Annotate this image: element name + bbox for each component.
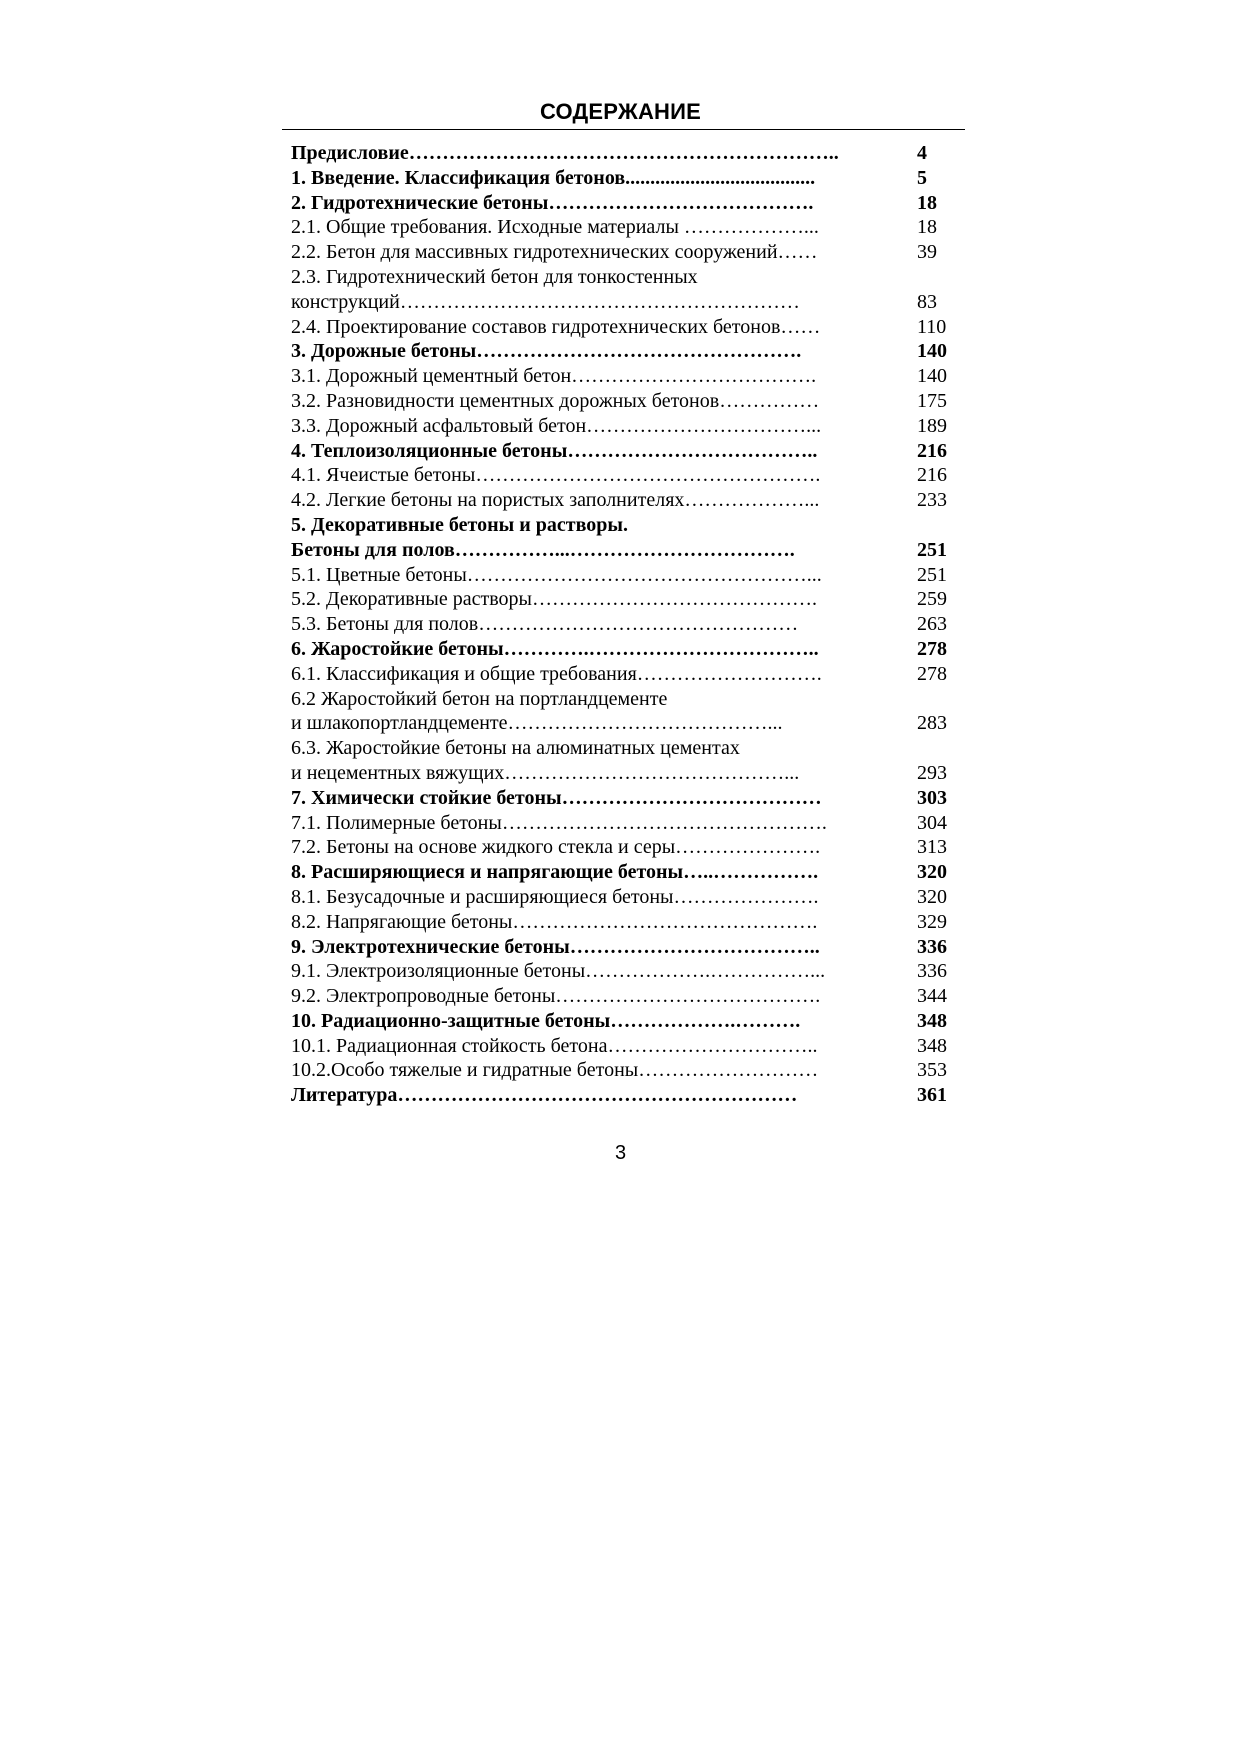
toc-entry-title: и шлакопортландцементе…………………………………... bbox=[291, 712, 783, 735]
toc-chapter-entry bbox=[291, 637, 951, 662]
toc-entry-title: 3.3. Дорожный асфальтовый бетон……………………………... bbox=[291, 414, 822, 437]
toc-entry-title: 5.3. Бетоны для полов………………………………………… bbox=[291, 613, 799, 636]
toc-entry-page: 263 bbox=[917, 613, 947, 636]
toc-section-entry bbox=[291, 984, 951, 1009]
toc-entry-title: 3.2. Разновидности цементных дорожных бетонов…………… bbox=[291, 389, 820, 412]
toc-entry-title: 2.3. Гидротехнический бетон для тонкостенных bbox=[291, 265, 698, 288]
toc-entry-title: Бетоны для полов……………...……………………………. bbox=[291, 538, 795, 561]
toc-section-entry bbox=[291, 364, 951, 389]
toc-entry-title: 10.1. Радиационная стойкость бетона………………………….. bbox=[291, 1034, 818, 1057]
toc-entry-page: 303 bbox=[917, 786, 947, 809]
toc-entry-title: Литература…………………………………………………… bbox=[291, 1084, 798, 1107]
toc-entry-title: 2. Гидротехнические бетоны…………………………………. bbox=[291, 191, 814, 214]
toc-entry-page: 110 bbox=[917, 315, 947, 338]
toc-entry-page: 293 bbox=[917, 761, 947, 784]
toc-entry-title: 6.2 Жаростойкий бетон на портландцементе bbox=[291, 687, 668, 710]
toc-entry-page: 140 bbox=[917, 365, 947, 388]
toc-chapter-entry bbox=[291, 339, 951, 364]
toc-entry-page: 83 bbox=[917, 290, 937, 313]
toc-chapter-entry bbox=[291, 860, 951, 885]
toc-entry-page: 233 bbox=[917, 489, 947, 512]
toc-section-entry bbox=[291, 736, 951, 761]
toc-section-entry bbox=[291, 1034, 951, 1059]
toc-section-entry bbox=[291, 488, 951, 513]
toc-entry-title: 8. Расширяющиеся и напрягающие бетоны…..……………. bbox=[291, 861, 819, 884]
toc-entry-page: 4 bbox=[917, 142, 927, 164]
toc-entry-page: 175 bbox=[917, 389, 947, 412]
toc-entry-title: 3.1. Дорожный цементный бетон………………………………. bbox=[291, 365, 817, 388]
toc-entry-page: 216 bbox=[917, 439, 947, 462]
toc-entry-page: 5 bbox=[917, 166, 927, 189]
toc-chapter-entry bbox=[291, 1083, 951, 1108]
toc-entry-page: 278 bbox=[917, 637, 947, 660]
table-of-contents bbox=[291, 141, 951, 1108]
toc-entry-page: 348 bbox=[917, 1009, 947, 1032]
toc-section-entry bbox=[291, 290, 951, 315]
toc-entry-title: 1. Введение. Классификация бетонов...................................... bbox=[291, 166, 816, 189]
toc-section-entry bbox=[291, 687, 951, 712]
page-title: СОДЕРЖАНИЕ bbox=[539, 99, 702, 124]
toc-entry-page: 344 bbox=[917, 985, 947, 1008]
toc-section-entry bbox=[291, 463, 951, 488]
toc-entry-title: 9.2. Электропроводные бетоны…………………………………. bbox=[291, 985, 821, 1008]
toc-entry-title: 8.2. Напрягающие бетоны………………………………………. bbox=[291, 910, 818, 933]
toc-entry-title: 2.2. Бетон для массивных гидротехнических сооружений…… bbox=[291, 241, 818, 264]
toc-entry-page: 251 bbox=[917, 538, 947, 561]
toc-section-entry bbox=[291, 315, 951, 340]
toc-entry-page: 216 bbox=[917, 464, 947, 487]
toc-entry-page: 336 bbox=[917, 935, 947, 958]
toc-section-entry bbox=[291, 563, 951, 588]
toc-entry-title: 4.1. Ячеистые бетоны……………………………………………. bbox=[291, 464, 821, 487]
toc-chapter-entry bbox=[291, 786, 951, 811]
toc-entry-page: 283 bbox=[917, 712, 947, 735]
title-underline bbox=[282, 129, 965, 130]
toc-chapter-entry bbox=[291, 538, 951, 563]
toc-entry-title: 7.2. Бетоны на основе жидкого стекла и серы…………………. bbox=[291, 836, 821, 859]
page-number: 3 bbox=[614, 1142, 627, 1164]
toc-entry-title: 7.1. Полимерные бетоны…………………………………………. bbox=[291, 811, 827, 834]
toc-chapter-entry bbox=[291, 191, 951, 216]
toc-section-entry bbox=[291, 587, 951, 612]
toc-entry-title: 5.1. Цветные бетоны……………………………………………... bbox=[291, 563, 822, 586]
toc-chapter-entry bbox=[291, 141, 951, 166]
toc-section-entry bbox=[291, 389, 951, 414]
toc-entry-page: 140 bbox=[917, 340, 947, 363]
toc-section-entry bbox=[291, 885, 951, 910]
toc-entry-page: 336 bbox=[917, 960, 947, 983]
toc-section-entry bbox=[291, 414, 951, 439]
toc-entry-title: 8.1. Безусадочные и расширяющиеся бетоны…………………. bbox=[291, 885, 819, 908]
toc-entry-page: 304 bbox=[917, 811, 947, 834]
toc-entry-title: 9. Электротехнические бетоны……………………………….. bbox=[291, 935, 820, 958]
toc-section-entry bbox=[291, 662, 951, 687]
toc-chapter-entry bbox=[291, 513, 951, 538]
toc-chapter-entry bbox=[291, 1009, 951, 1034]
toc-entry-title: 2.4. Проектирование составов гидротехнических бетонов…… bbox=[291, 315, 821, 338]
toc-section-entry bbox=[291, 265, 951, 290]
toc-entry-page: 320 bbox=[917, 861, 947, 884]
toc-section-entry bbox=[291, 835, 951, 860]
toc-entry-page: 361 bbox=[917, 1084, 947, 1107]
toc-entry-title: Предисловие……………………………………………………….. bbox=[291, 142, 839, 164]
toc-section-entry bbox=[291, 215, 951, 240]
toc-chapter-entry bbox=[291, 439, 951, 464]
toc-section-entry bbox=[291, 612, 951, 637]
toc-entry-title: 9.1. Электроизоляционные бетоны……………….……………... bbox=[291, 960, 826, 983]
toc-entry-title: 7. Химически стойкие бетоны………………………………… bbox=[291, 786, 822, 809]
toc-chapter-entry bbox=[291, 935, 951, 960]
toc-entry-title: 6.3. Жаростойкие бетоны на алюминатных цементах bbox=[291, 737, 740, 760]
toc-entry-page: 259 bbox=[917, 588, 947, 611]
toc-entry-page: 353 bbox=[917, 1059, 947, 1082]
toc-entry-title: 5. Декоративные бетоны и растворы. bbox=[291, 513, 628, 536]
toc-chapter-entry bbox=[291, 166, 951, 191]
toc-entry-title: 6.1. Классификация и общие требования………………………. bbox=[291, 662, 822, 685]
toc-entry-title: 10.2.Особо тяжелые и гидратные бетоны……………………… bbox=[291, 1059, 819, 1082]
toc-entry-title: 2.1. Общие требования. Исходные материалы ………………... bbox=[291, 216, 819, 239]
toc-section-entry bbox=[291, 761, 951, 786]
toc-entry-title: 5.2. Декоративные растворы……………………………………. bbox=[291, 588, 817, 611]
toc-entry-page: 18 bbox=[917, 216, 937, 239]
toc-entry-title: 6. Жаростойкие бетоны………….…………………………….. bbox=[291, 637, 819, 660]
toc-entry-page: 278 bbox=[917, 662, 947, 685]
toc-section-entry bbox=[291, 711, 951, 736]
toc-entry-page: 329 bbox=[917, 910, 947, 933]
toc-entry-page: 18 bbox=[917, 191, 937, 214]
toc-entry-title: и нецементных вяжущих……………………………………... bbox=[291, 761, 800, 784]
toc-entry-title: 4. Теплоизоляционные бетоны……………………………….. bbox=[291, 439, 818, 462]
toc-entry-page: 320 bbox=[917, 885, 947, 908]
toc-entry-page: 251 bbox=[917, 563, 947, 586]
toc-section-entry bbox=[291, 240, 951, 265]
toc-entry-title: конструкций…………………………………………………… bbox=[291, 290, 800, 313]
toc-section-entry bbox=[291, 1058, 951, 1083]
toc-section-entry bbox=[291, 910, 951, 935]
toc-entry-page: 313 bbox=[917, 836, 947, 859]
toc-entry-title: 3. Дорожные бетоны…………………………………………. bbox=[291, 340, 802, 363]
toc-entry-title: 10. Радиационно-защитные бетоны……………….………. bbox=[291, 1009, 801, 1032]
toc-entry-title: 4.2. Легкие бетоны на пористых заполнителях………………... bbox=[291, 489, 820, 512]
toc-entry-page: 348 bbox=[917, 1034, 947, 1057]
toc-entry-page: 39 bbox=[917, 241, 937, 264]
toc-entry-page: 189 bbox=[917, 414, 947, 437]
toc-section-entry bbox=[291, 959, 951, 984]
toc-section-entry bbox=[291, 811, 951, 836]
